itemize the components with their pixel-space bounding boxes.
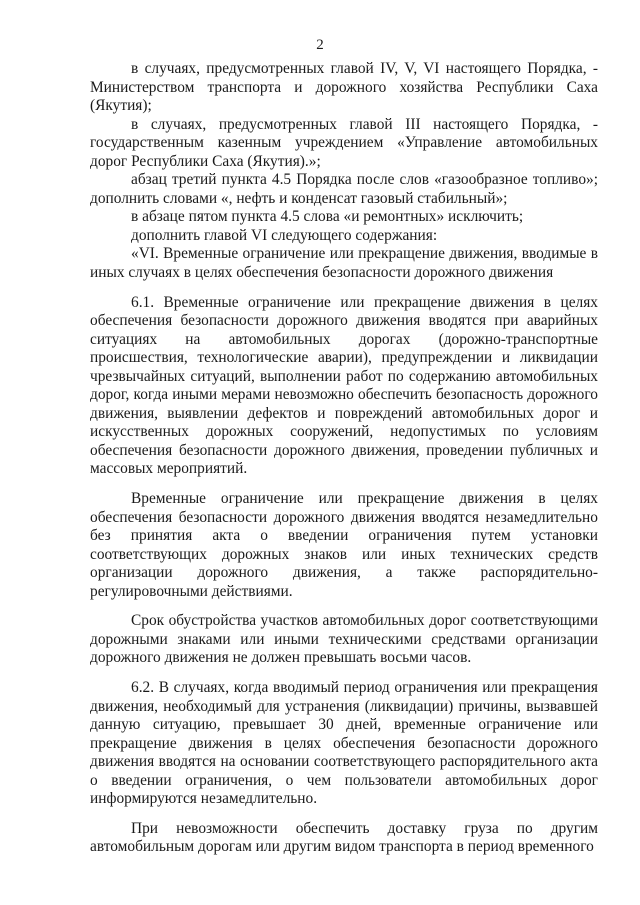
document-body	[90, 60, 598, 857]
paragraph-6-1: 6.1. Временные ограничение или прекращение движения в целях обеспечения безопасности дорожного движения вводятся при аварийных ситуациях на автомобильных дорогах (дорожно-транспортные происшествия, технологические аварии), предупреждении и ликвидации чрезвычайных ситуаций, выполнении работ по содержанию автомобильных дорог, когда иными мерами невозможно обеспечить безопасность дорожного движения, выявлении дефектов и повреждений автомобильных дорог и искусственных дорожных сооружений, недопустимых по условиям обеспечения безопасности дорожного движения, проведении публичных и массовых мероприятий.	[90, 293, 598, 478]
paragraph-6-1-deadline: Срок обустройства участков автомобильных дорог соответствующими дорожными знаками или иными техническими средствами организации дорожного движения не должен превышать восьми часов.	[90, 612, 598, 667]
paragraph-6-2: 6.2. В случаях, когда вводимый период ограничения или прекращения движения, необходимый для устранения (ликвидации) причины, вызвавшей данную ситуацию, превышает 30 дней, временные ограничение или прекращение движения в целях обеспечения безопасности дорожного движения вводятся на основании соответствующего распорядительного акта о введении ограничения, о чем пользователи автомобильных дорог информируются незамедлительно.	[90, 678, 598, 808]
paragraph-amend-4-5-third: абзац третий пункта 4.5 Порядка после слов «газообразное топливо»; дополнить словами «, нефть и конденсат газовый стабильный»;	[90, 171, 598, 207]
paragraph-delivery-impossible: При невозможности обеспечить доставку груза по другим автомобильным дорогам или другим видом транспорта в период временного	[90, 819, 598, 856]
paragraph-6-1-immediate: Временные ограничение или прекращение движения в целях обеспечения безопасности дорожного движения вводятся незамедлительно без принятия акта о введении ограничения путем установки соответствующих дорожных знаков или иных технических средств организации дорожного движения, а также распорядительно-регулировочными действиями.	[90, 490, 598, 600]
paragraph-add-chapter-6: дополнить главой VI следующего содержания:	[131, 226, 438, 244]
chapter-6-heading: «VI. Временные ограничение или прекращение движения, вводимые в иных случаях в целях обеспечения безопасности дорожного движения	[90, 245, 598, 282]
paragraph-agency-case: в случаях, предусмотренных главой III настоящего Порядка, - государственным казенным учреждением «Управление автомобильных дорог Республики Саха (Якутия).»;	[90, 115, 598, 170]
paragraph-ministry-case: в случаях, предусмотренных главой IV, V, VI настоящего Порядка, - Министерством транспорта и дорожного хозяйства Республики Саха (Якутия);	[90, 60, 598, 115]
paragraph-amend-4-5-fifth: в абзаце пятом пункта 4.5 слова «и ремонтных» исключить;	[131, 208, 524, 226]
page-number: 2	[316, 37, 324, 53]
